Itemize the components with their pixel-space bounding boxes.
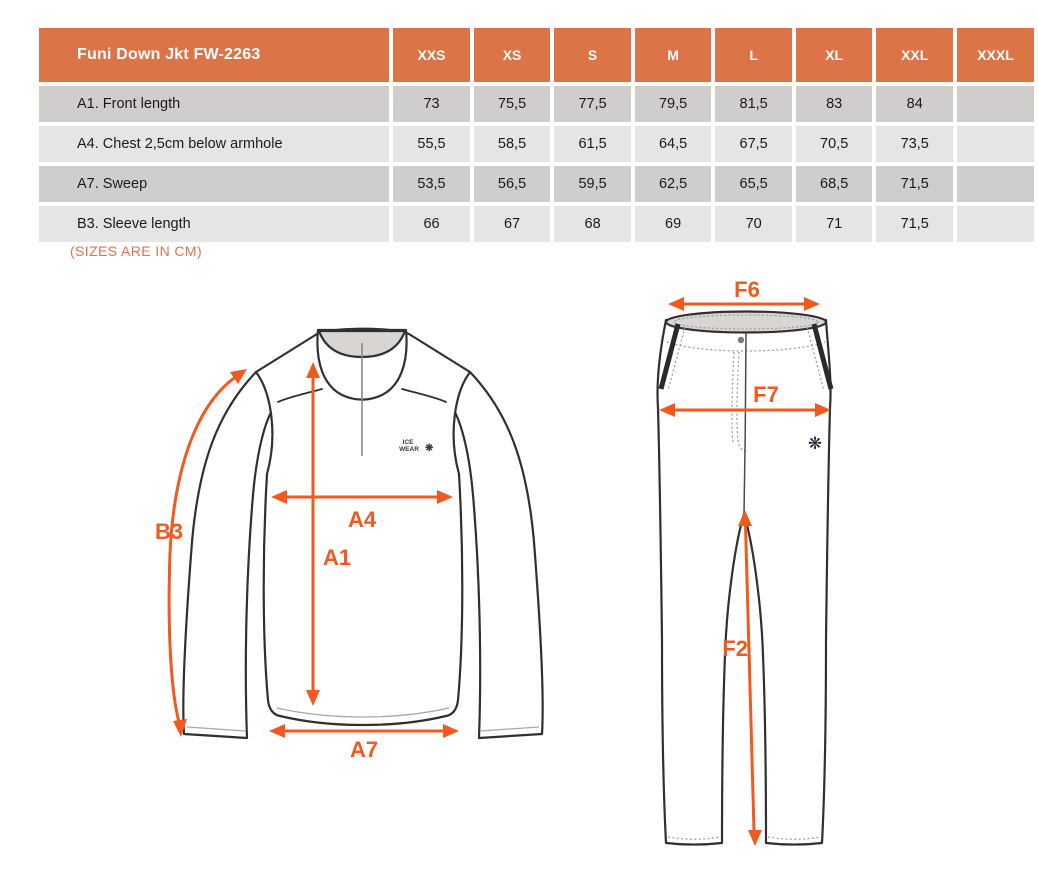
cell-value: 73,5: [876, 126, 953, 162]
size-col-header-xxxl: XXXL: [957, 28, 1034, 82]
cell-value: 71,5: [876, 206, 953, 242]
cell-value: 73: [393, 86, 470, 122]
cell-value: 58,5: [474, 126, 551, 162]
cell-value: 59,5: [554, 166, 631, 202]
pants-diagram: [625, 278, 895, 878]
cell-value: 64,5: [635, 126, 712, 162]
cell-value: 68: [554, 206, 631, 242]
cell-value: 77,5: [554, 86, 631, 122]
cell-value-empty: [957, 206, 1034, 242]
units-note: (SIZES ARE IN CM): [70, 243, 203, 259]
row-label: B3. Sleeve length: [39, 206, 389, 242]
cell-value-empty: [957, 126, 1034, 162]
cell-value-empty: [957, 166, 1034, 202]
cell-value: 61,5: [554, 126, 631, 162]
size-table: [35, 24, 1038, 246]
measure-label-f7: F7: [753, 382, 779, 407]
cell-value: 67,5: [715, 126, 792, 162]
cell-value: 83: [796, 86, 873, 122]
brand-logo-icon: ❋: [425, 443, 434, 454]
pants-logo-icon: ❋: [807, 434, 823, 453]
cell-value: 79,5: [635, 86, 712, 122]
measure-label-b3: B3: [155, 519, 184, 544]
measure-label-f6: F6: [734, 277, 760, 302]
size-col-header-xxs: XXS: [393, 28, 470, 82]
cell-value: 69: [635, 206, 712, 242]
table-row-sweep: [39, 166, 1034, 202]
size-table-header-row: [39, 28, 1034, 82]
table-row-chest: [39, 126, 1034, 162]
cell-value: 67: [474, 206, 551, 242]
measure-label-a4: A4: [347, 507, 377, 532]
size-col-header-m: M: [635, 28, 712, 82]
jacket-diagram: [145, 290, 605, 790]
size-col-header-l: L: [715, 28, 792, 82]
pants-button: [738, 337, 744, 343]
product-title: Funi Down Jkt FW-2263: [39, 28, 389, 82]
cell-value: 66: [393, 206, 470, 242]
row-label: A7. Sweep: [39, 166, 389, 202]
cell-value: 75,5: [474, 86, 551, 122]
row-label: A1. Front length: [39, 86, 389, 122]
cell-value: 70,5: [796, 126, 873, 162]
measure-label-a1: A1: [323, 545, 352, 570]
pants-body: [657, 320, 830, 845]
cell-value: 65,5: [715, 166, 792, 202]
size-col-header-s: S: [554, 28, 631, 82]
cell-value: 71,5: [876, 166, 953, 202]
row-label: A4. Chest 2,5cm below armhole: [39, 126, 389, 162]
cell-value: 68,5: [796, 166, 873, 202]
size-col-header-xxl: XXL: [876, 28, 953, 82]
cell-value: 81,5: [715, 86, 792, 122]
size-col-header-xs: XS: [474, 28, 551, 82]
table-row-front-length: [39, 86, 1034, 122]
cell-value: 62,5: [635, 166, 712, 202]
cell-value: 70: [715, 206, 792, 242]
measure-label-a7: A7: [349, 737, 379, 762]
measure-label-f2: F2: [722, 636, 748, 661]
cell-value: 55,5: [393, 126, 470, 162]
cell-value: 53,5: [393, 166, 470, 202]
brand-logo-text: ICE WEAR: [399, 439, 419, 453]
table-row-sleeve-length: [39, 206, 1034, 242]
size-col-header-xl: XL: [796, 28, 873, 82]
cell-value-empty: [957, 86, 1034, 122]
cell-value: 84: [876, 86, 953, 122]
cell-value: 56,5: [474, 166, 551, 202]
cell-value: 71: [796, 206, 873, 242]
measure-arrow-a7: [269, 724, 459, 738]
